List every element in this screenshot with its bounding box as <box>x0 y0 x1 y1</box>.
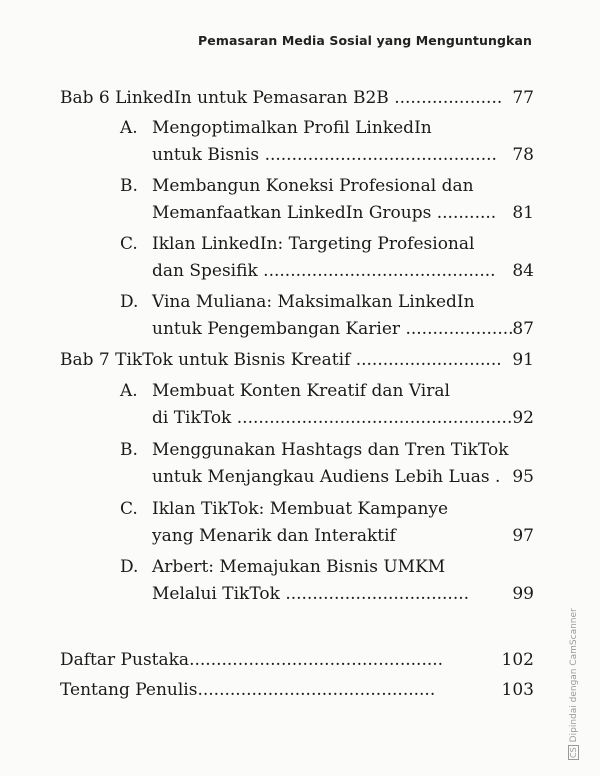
toc-7b-page: 95 <box>512 467 534 487</box>
toc-7a-letter: A. <box>120 381 138 401</box>
toc-6c-letter: C. <box>120 234 138 254</box>
toc-7d-page: 99 <box>512 584 534 604</box>
toc-7d-line1[interactable]: Arbert: Memajukan Bisnis UMKM <box>152 557 446 577</box>
camscanner-badge: CS <box>569 747 578 758</box>
toc-6d-letter: D. <box>120 292 139 312</box>
toc-chapter-7-page: 91 <box>512 350 534 370</box>
toc-7d-line2[interactable] <box>152 584 469 604</box>
scanner-text: Dipindai dengan CamScanner <box>569 608 579 743</box>
toc-6c-line2[interactable] <box>152 261 496 281</box>
toc-leader-dots: ............................................ <box>197 680 436 700</box>
toc-7b-line2[interactable] <box>152 467 500 487</box>
running-header: Pemasaran Media Sosial yang Menguntungkan <box>198 33 532 48</box>
toc-6b-letter: B. <box>120 176 138 196</box>
toc-leader-dots: ........................................... <box>264 145 497 165</box>
toc-chapter-6[interactable] <box>60 88 502 108</box>
toc-7d-letter: D. <box>120 557 139 577</box>
toc-chapter-6-label: Bab 6 LinkedIn untuk Pemasaran B2B <box>60 88 389 108</box>
toc-6a-letter: A. <box>120 118 138 138</box>
toc-7c-page: 97 <box>512 526 534 546</box>
toc-chapter-7-label: Bab 7 TikTok untuk Bisnis Kreatif <box>60 350 351 370</box>
toc-6a-line2[interactable] <box>152 145 497 165</box>
toc-leader-dots: ................................................... <box>236 408 513 428</box>
toc-7a-page: 92 <box>512 408 534 428</box>
toc-7d-label: Melalui TikTok <box>152 584 280 604</box>
toc-daftar-pustaka-page: 102 <box>501 650 534 670</box>
toc-leader-dots: ........................................... <box>263 261 496 281</box>
toc-7c-line1[interactable]: Iklan TikTok: Membuat Kampanye <box>152 499 449 519</box>
toc-6d-line2[interactable] <box>152 319 514 339</box>
toc-chapter-6-page: 77 <box>512 88 534 108</box>
toc-7a-line2[interactable] <box>152 408 512 428</box>
toc-6c-page: 84 <box>512 261 534 281</box>
toc-6a-label: untuk Bisnis <box>152 145 260 165</box>
toc-6d-page: 87 <box>512 319 534 339</box>
toc-7c-label: yang Menarik dan Interaktif <box>152 526 396 546</box>
toc-6b-line1[interactable]: Membangun Koneksi Profesional dan <box>152 176 474 196</box>
toc-7c-letter: C. <box>120 499 138 519</box>
toc-6d-line1[interactable]: Vina Muliana: Maksimalkan LinkedIn <box>152 292 475 312</box>
toc-leader-dots: .................... <box>394 88 503 108</box>
toc-6b-page: 81 <box>512 203 534 223</box>
toc-6a-line1[interactable]: Mengoptimalkan Profil LinkedIn <box>152 118 432 138</box>
toc-7a-line1[interactable]: Membuat Konten Kreatif dan Viral <box>152 381 450 401</box>
toc-tentang-penulis-page: 103 <box>501 680 534 700</box>
toc-6c-line1[interactable]: Iklan LinkedIn: Targeting Profesional <box>152 234 475 254</box>
toc-6a-page: 78 <box>512 145 534 165</box>
toc-6c-label: dan Spesifik <box>152 261 258 281</box>
toc-chapter-7[interactable] <box>60 350 502 370</box>
toc-7b-line1[interactable]: Menggunakan Hashtags dan Tren TikTok <box>152 440 509 460</box>
toc-tentang-penulis-label: Tentang Penulis <box>60 680 198 700</box>
toc-7b-letter: B. <box>120 440 138 460</box>
toc-leader-dots: ........... <box>436 203 497 223</box>
toc-7c-line2[interactable] <box>152 526 396 546</box>
toc-leader-dots: .................... <box>405 319 514 339</box>
toc-7b-label: untuk Menjangkau Audiens Lebih Luas . <box>152 467 501 487</box>
toc-leader-dots: ........................... <box>355 350 502 370</box>
toc-7a-label: di TikTok <box>152 408 232 428</box>
toc-tentang-penulis[interactable] <box>60 680 435 700</box>
toc-6b-label: Memanfaatkan LinkedIn Groups <box>152 203 432 223</box>
toc-6b-line2[interactable] <box>152 203 496 223</box>
toc-leader-dots: ............................................... <box>189 650 444 670</box>
toc-daftar-pustaka[interactable] <box>60 650 443 670</box>
toc-6d-label: untuk Pengembangan Karier <box>152 319 401 339</box>
scanner-watermark <box>568 608 579 760</box>
toc-leader-dots: .................................. <box>285 584 470 604</box>
toc-daftar-pustaka-label: Daftar Pustaka <box>60 650 190 670</box>
